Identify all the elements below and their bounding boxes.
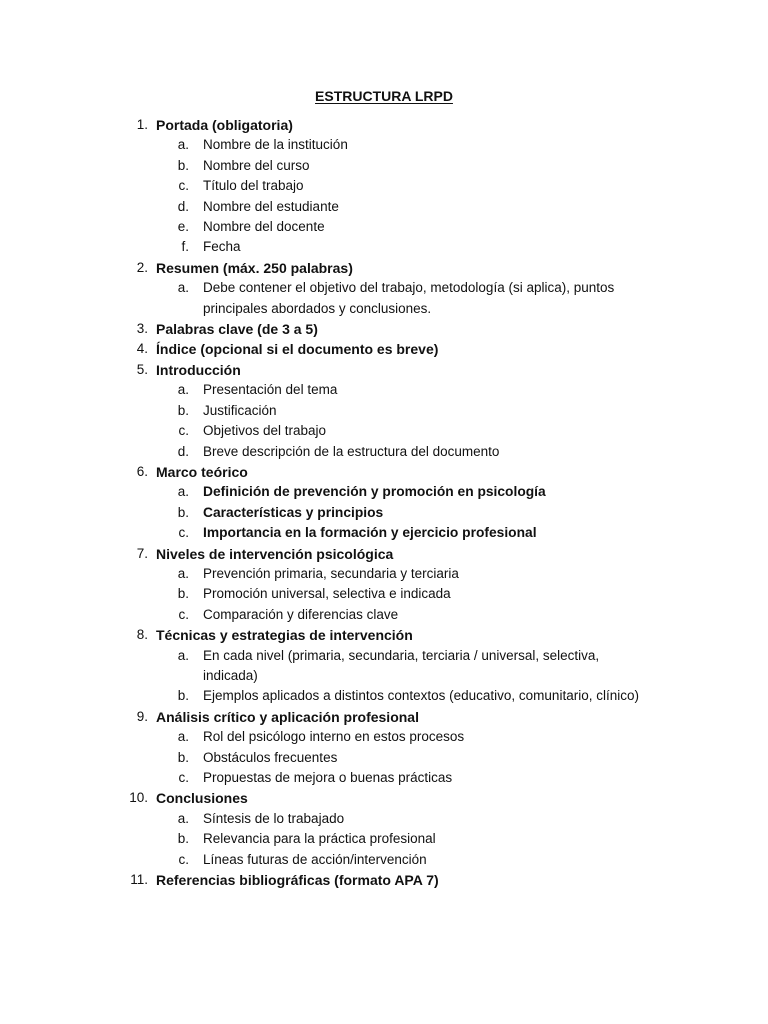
outline-subitem <box>0 482 768 502</box>
subitem-text: Breve descripción de la estructura del documento <box>203 443 500 459</box>
outline-item <box>0 788 768 808</box>
subitem-text: Promoción universal, selectiva e indicada <box>203 586 451 602</box>
item-number: 8. <box>136 627 148 643</box>
subitem-text: Definición de prevención y promoción en psicología <box>203 484 546 500</box>
subitem-letter: c. <box>178 423 189 439</box>
item-heading: Referencias bibliográficas (formato APA 7) <box>156 872 439 889</box>
subitem-text: En cada nivel (primaria, secundaria, terciaria / universal, selectiva, indicada) <box>203 647 600 683</box>
subitem-text: Síntesis de lo trabajado <box>203 810 345 826</box>
outline-list <box>0 115 768 890</box>
subitem-text: Rol del psicólogo interno en estos procesos <box>203 729 465 745</box>
subitem-text: Nombre del curso <box>203 157 310 173</box>
item-number: 4. <box>136 341 148 357</box>
subitem-text: Propuestas de mejora o buenas prácticas <box>203 770 453 785</box>
subitem-letter: a. <box>177 137 189 153</box>
item-heading: Técnicas y estrategias de intervención <box>156 627 413 644</box>
outline-subitem <box>0 584 768 604</box>
item-heading: Resumen (máx. 250 palabras) <box>156 259 353 276</box>
outline-subitem <box>0 727 768 747</box>
item-heading: Marco teórico <box>156 463 248 480</box>
subitem-letter: c. <box>178 770 189 785</box>
item-number: 9. <box>136 708 148 724</box>
subitem-letter: c. <box>178 178 189 194</box>
subitem-text: Objetivos del trabajo <box>203 423 327 439</box>
outline-subitem <box>0 850 768 870</box>
outline-subitem <box>0 401 768 421</box>
subitem-text: Nombre del estudiante <box>203 198 339 214</box>
item-number: 7. <box>136 545 148 561</box>
outline-subitem <box>0 748 768 768</box>
subitem-letter: a. <box>177 382 189 398</box>
subitem-letter: b. <box>177 402 189 418</box>
outline-item <box>0 339 768 359</box>
outline-subitem <box>0 442 768 462</box>
subitem-letter: b. <box>177 688 189 704</box>
subitem-text: Obstáculos frecuentes <box>203 749 338 765</box>
subitem-letter: b. <box>177 504 189 520</box>
outline-subitem <box>0 523 768 543</box>
subitem-text: Justificación <box>203 402 277 418</box>
outline-subitem <box>0 564 768 584</box>
outline-subitem <box>0 217 768 237</box>
outline-item <box>0 319 768 339</box>
subitem-letter: b. <box>177 157 189 173</box>
item-number: 2. <box>136 259 148 275</box>
subitem-letter: b. <box>177 831 189 847</box>
subitem-text: Título del trabajo <box>203 178 304 194</box>
outline-item <box>0 707 768 727</box>
subitem-text: Importancia en la formación y ejercicio profesional <box>203 525 537 541</box>
item-heading: Introducción <box>156 361 241 378</box>
subitem-text: Características y principios <box>203 504 384 520</box>
outline-subitem <box>0 197 768 217</box>
outline-item <box>0 544 768 564</box>
subitem-text: Prevención primaria, secundaria y terciaria <box>203 565 459 581</box>
subitem-letter: c. <box>178 606 189 622</box>
outline-item <box>0 115 768 135</box>
item-heading: Análisis crítico y aplicación profesional <box>156 708 419 725</box>
document-title: ESTRUCTURA LRPD <box>315 88 453 104</box>
outline-subitem <box>0 237 768 257</box>
subitem-text: Debe contener el objetivo del trabajo, metodología (si aplica), puntos principales abordados y conclusiones. <box>203 280 615 316</box>
subitem-letter: a. <box>177 565 189 581</box>
outline-subitem <box>0 156 768 176</box>
outline-item <box>0 870 768 890</box>
item-number: 11. <box>130 872 148 888</box>
subitem-text: Ejemplos aplicados a distintos contextos (educativo, comunitario, clínico) <box>203 688 639 704</box>
subitem-text: Comparación y diferencias clave <box>203 606 399 622</box>
outline-subitem <box>0 605 768 625</box>
item-heading: Índice (opcional si el documento es breve) <box>156 341 439 358</box>
outline-subitem <box>0 503 768 523</box>
outline-subitem <box>0 135 768 155</box>
item-number: 3. <box>136 321 148 337</box>
subitem-letter: c. <box>178 525 189 541</box>
item-heading: Niveles de intervención psicológica <box>156 545 394 562</box>
item-number: 1. <box>136 117 148 132</box>
item-number: 6. <box>136 463 148 479</box>
subitem-text: Líneas futuras de acción/intervención <box>203 851 427 867</box>
outline-subitem <box>0 646 768 687</box>
subitem-text: Fecha <box>203 239 241 255</box>
subitem-letter: f. <box>181 239 189 255</box>
outline-subitem <box>0 421 768 441</box>
item-heading: Palabras clave (de 3 a 5) <box>156 321 318 338</box>
subitem-letter: d. <box>177 198 189 214</box>
item-number: 10. <box>129 790 148 806</box>
outline-subitem <box>0 768 768 788</box>
subitem-text: Nombre de la institución <box>203 137 348 153</box>
subitem-letter: b. <box>177 749 189 765</box>
subitem-letter: d. <box>177 443 189 459</box>
subitem-letter: b. <box>177 586 189 602</box>
subitem-letter: a. <box>177 647 189 663</box>
outline-subitem <box>0 686 768 706</box>
outline-subitem <box>0 278 768 319</box>
subitem-text: Nombre del docente <box>203 219 325 235</box>
outline-subitem <box>0 380 768 400</box>
item-heading: Portada (obligatoria) <box>156 117 293 133</box>
subitem-letter: a. <box>177 729 189 745</box>
subitem-letter: e. <box>177 219 189 235</box>
outline-subitem <box>0 176 768 196</box>
subitem-text: Relevancia para la práctica profesional <box>203 831 436 847</box>
subitem-letter: c. <box>178 851 189 867</box>
outline-item <box>0 258 768 278</box>
subitem-letter: a. <box>177 810 189 826</box>
outline-subitem <box>0 829 768 849</box>
outline-item <box>0 462 768 482</box>
item-number: 5. <box>136 361 148 377</box>
subitem-letter: a. <box>177 280 189 296</box>
outline-item <box>0 625 768 645</box>
outline-item <box>0 360 768 380</box>
subitem-letter: a. <box>177 484 189 500</box>
subitem-text: Presentación del tema <box>203 382 338 398</box>
outline-subitem <box>0 809 768 829</box>
item-heading: Conclusiones <box>156 790 248 807</box>
